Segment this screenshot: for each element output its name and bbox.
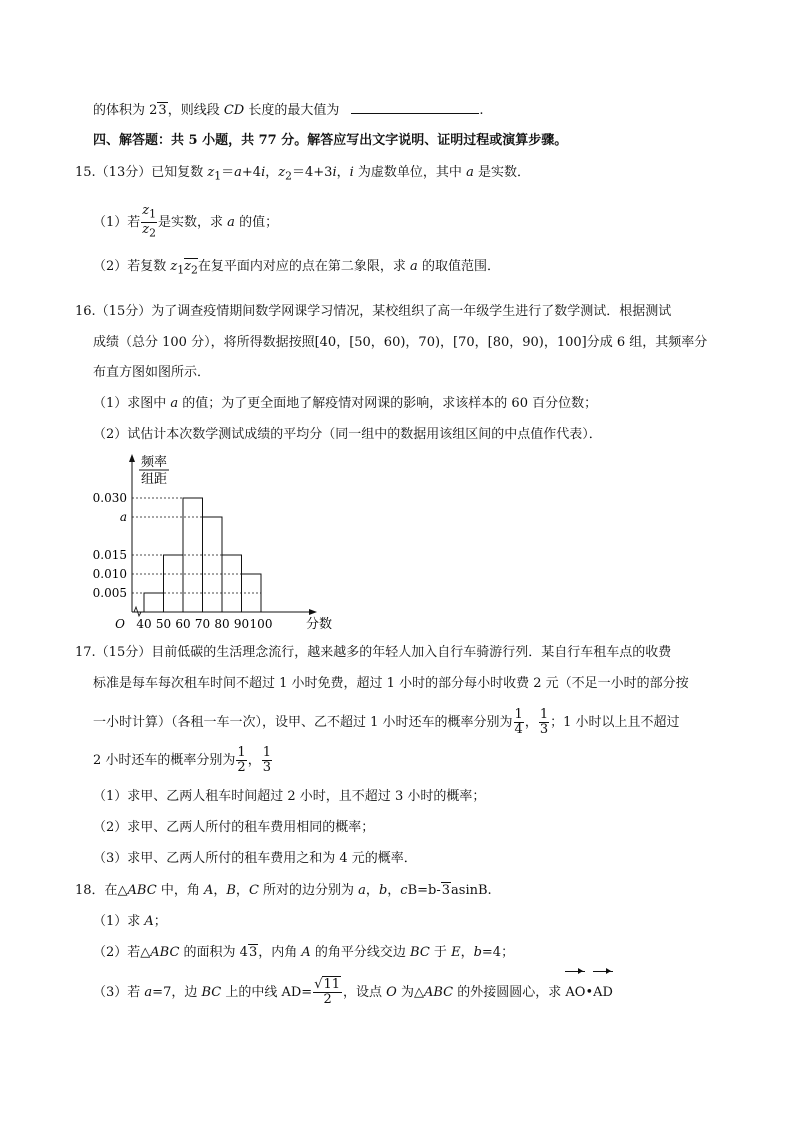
- var-b: b: [473, 945, 482, 960]
- var-a: a: [170, 396, 179, 411]
- q16-line3: 布直方图如图所示．: [93, 365, 211, 380]
- dot-operator: •: [585, 985, 594, 1000]
- q15-text: 为虚数单位，其中: [353, 165, 467, 180]
- q17-part3: （3）求甲、乙两人所付的租车费用之和为 4 元的概率．: [93, 851, 417, 866]
- subscript: 1: [214, 169, 222, 183]
- histogram-bar: [222, 555, 242, 612]
- q18-text: B=b-: [407, 883, 441, 898]
- numerator: 1: [262, 745, 271, 760]
- q17-line1: 17.（15分）目前低碳的生活理念流行，越来越多的年轻人加入自行车骑游行列．某自行车租车点的收费: [75, 645, 672, 660]
- y-axis-label-bottom: 组距: [140, 472, 168, 487]
- q18-text: 于: [429, 945, 452, 960]
- q18-part3: [93, 973, 613, 1013]
- subscript: 2: [191, 263, 198, 277]
- q16-line2: 成绩（总分 100 分），将所得数据按照[40，[50，60)，70)，[70，[80，90)，100]分成 6 组，其频率分: [93, 335, 708, 350]
- var-A: A: [144, 914, 154, 929]
- var-z: z: [278, 165, 286, 180]
- var-A: A: [301, 945, 311, 960]
- x-tick-label: 50: [155, 617, 172, 631]
- q14-text: 的体积为 2: [93, 103, 158, 118]
- q18-text: 为△: [396, 985, 424, 1000]
- q18-part2: [93, 943, 514, 963]
- var-a: a: [234, 165, 242, 180]
- var-z: z: [142, 222, 150, 237]
- subscript: 2: [285, 169, 292, 183]
- x-axis-arrow: [309, 609, 317, 615]
- q18-text: ，设点: [343, 985, 387, 1000]
- var-i: i: [332, 165, 337, 180]
- q18-text: =7，边: [152, 985, 202, 1000]
- x-axis-label: 分数: [305, 617, 333, 632]
- y-tick-label: 0.010: [92, 567, 127, 581]
- q18-text: ，: [213, 883, 227, 898]
- q16-part2: （2）试估计本次数学测试成绩的平均分（同一组中的数据用该组区间的中点值作代表）．: [93, 427, 602, 442]
- q15-text: 是实数，求: [158, 215, 228, 230]
- denominator: 3: [539, 722, 549, 737]
- y-tick-label: 0.005: [92, 586, 127, 600]
- q17-text: ，: [247, 753, 261, 768]
- q18-text: （2）若△: [93, 945, 151, 960]
- fraction: [141, 204, 157, 240]
- q17-part2: （2）求甲、乙两人所付的租车费用相同的概率；: [93, 820, 375, 835]
- q15-text: ＝4+3: [292, 165, 333, 180]
- q15-text: （2）若复数: [93, 259, 171, 274]
- q18-text: 18．在△: [75, 883, 128, 898]
- y-tick-label: a: [119, 510, 127, 524]
- triangle-abc: ABC: [127, 883, 157, 898]
- section-heading: 四、解答题：共 5 小题，共 77 分。解答应写出文字说明、证明过程或演算步骤。: [93, 133, 568, 148]
- q18-text: asinB.: [451, 883, 492, 898]
- q18-text: ，: [235, 883, 249, 898]
- q17-text: ；1 小时以上且不超过: [550, 715, 680, 730]
- x-tick-label: 90: [233, 617, 250, 631]
- q15-part2: [93, 257, 500, 281]
- fraction: [236, 746, 246, 775]
- segment-cd: CD: [223, 103, 245, 118]
- q15-text: 15.（13分）已知复数: [75, 165, 208, 180]
- fraction: $\frac{√11}{2}$: [314, 977, 341, 1007]
- q14-tail-line: [93, 101, 483, 121]
- var-i: i: [261, 165, 266, 180]
- vector-ao: AO: [565, 973, 585, 1013]
- x-tick-label: 100: [249, 617, 273, 631]
- q18-text: 上的中线 AD=: [221, 985, 313, 1000]
- vector-ad: AD: [593, 973, 613, 1013]
- x-tick-label: 70: [194, 617, 211, 631]
- q15-text: 在复平面内对应的点在第二象限，求: [197, 259, 411, 274]
- side-bc: BC: [410, 945, 430, 960]
- q18-text: 的面积为 4: [179, 945, 248, 960]
- q17-text: 2 小时还车的概率分别为: [93, 753, 236, 768]
- y-axis-arrow: [129, 454, 135, 462]
- var-a: a: [358, 883, 366, 898]
- frequency-histogram: [85, 452, 345, 634]
- fraction: [539, 708, 549, 737]
- q16-text: 的值；为了更全面地了解疫情对网课的影响，求该样本的 60 百分位数；: [178, 396, 598, 411]
- fraction: [514, 708, 524, 737]
- sqrt-radicand: 3: [158, 103, 167, 118]
- sqrt-radicand: 11: [323, 977, 341, 992]
- q18-text: =4；: [481, 945, 515, 960]
- var-c: c: [400, 883, 408, 898]
- numerator: 1: [514, 707, 523, 722]
- triangle-abc: ABC: [150, 945, 180, 960]
- point-o: O: [386, 985, 397, 1000]
- q17-line4: [93, 744, 273, 778]
- q16-line1: 16.（15分）为了调查疫情期间数学网课学习情况，某校组织了高一年级学生进行了数学测试．根据测试: [75, 304, 672, 319]
- q17-text: ，: [524, 715, 538, 730]
- q16-part1: [93, 394, 597, 414]
- q18-text: （3）若: [93, 985, 145, 1000]
- origin-label: O: [115, 617, 125, 631]
- side-bc: BC: [201, 985, 222, 1000]
- point-e: E: [451, 945, 461, 960]
- q16-text: （1）求图中: [93, 396, 171, 411]
- q15-text: （1）若: [93, 215, 141, 230]
- q17-line3: [93, 706, 680, 740]
- y-tick-label: 0.030: [92, 491, 127, 505]
- var-z: z: [170, 259, 178, 274]
- x-tick-label: 40: [136, 617, 152, 631]
- var-a: a: [466, 165, 474, 180]
- subscript: 2: [149, 226, 157, 240]
- var-z-conjugate: z: [184, 259, 192, 274]
- q15-part1: [93, 203, 278, 243]
- q18-text: ，: [387, 883, 401, 898]
- var-a: a: [410, 259, 418, 274]
- triangle-abc: ABC: [423, 985, 454, 1000]
- denominator: 3: [262, 760, 271, 775]
- q15-stem: [75, 163, 530, 187]
- subscript: 1: [177, 263, 185, 277]
- q15-text: +4: [241, 165, 262, 180]
- q18-text: ，: [365, 883, 379, 898]
- subscript: 1: [149, 208, 157, 221]
- var-C: C: [248, 883, 259, 898]
- var-B: B: [226, 883, 236, 898]
- answer-blank: [351, 101, 479, 114]
- x-tick-label: 60: [175, 617, 191, 631]
- var-i: i: [349, 165, 354, 180]
- q14-text: 长度的最大值为: [244, 103, 340, 118]
- numerator: 1: [539, 707, 549, 722]
- var-z: z: [142, 203, 150, 219]
- q18-text: 中，角: [156, 883, 204, 898]
- var-a: a: [144, 985, 153, 1000]
- q18-text: 的角平分线交边: [310, 945, 411, 960]
- q15-text: ，: [336, 165, 350, 180]
- denominator: 2: [237, 760, 246, 775]
- var-b: b: [378, 883, 388, 898]
- x-tick-label: 80: [214, 617, 230, 631]
- q18-text: ，内角: [258, 945, 302, 960]
- q17-part1: （1）求甲、乙两人租车时间超过 2 小时，且不超过 3 小时的概率；: [93, 789, 486, 804]
- y-axis-label-top: 频率: [140, 455, 168, 470]
- y-tick-label: 0.015: [92, 548, 127, 562]
- q17-line2: 标准是每车每次租车时间不超过 1 小时免费，超过 1 小时的部分每小时收费 2 元（不足一小时的部分按: [93, 676, 689, 691]
- q18-part1: [93, 912, 167, 932]
- var-A: A: [203, 883, 214, 898]
- q15-text: 的取值范围．: [417, 259, 500, 274]
- q15-text: 是实数．: [473, 165, 530, 180]
- q18-text: ，: [460, 945, 474, 960]
- q18-text: （1）求: [93, 914, 145, 929]
- histogram-bar: [144, 593, 164, 612]
- q18-text: 所对的边分别为: [258, 883, 359, 898]
- denominator: 4: [514, 722, 523, 737]
- sqrt-radicand: 3: [248, 945, 258, 960]
- q14-text: .: [479, 103, 484, 118]
- q15-text: ，: [265, 165, 279, 180]
- sqrt-radicand: 3: [441, 883, 451, 898]
- var-a: a: [227, 215, 235, 230]
- histogram-bar: [203, 517, 223, 612]
- q17-text: 一小时计算）（各租一车一次），设甲、乙不超过 1 小时还车的概率分别为: [93, 715, 513, 730]
- histogram-bar: [164, 555, 184, 612]
- numerator: 1: [237, 745, 246, 760]
- q18-stem: [75, 881, 492, 901]
- fraction: [262, 746, 272, 775]
- q18-text: ；: [153, 914, 167, 929]
- q15-text: 的值；: [234, 215, 279, 230]
- q15-text: ＝: [221, 165, 235, 180]
- denominator: 2: [323, 992, 332, 1007]
- var-z: z: [207, 165, 215, 180]
- q18-text: 的外接圆圆心，求: [453, 985, 566, 1000]
- q14-text: ，则线段: [167, 103, 224, 118]
